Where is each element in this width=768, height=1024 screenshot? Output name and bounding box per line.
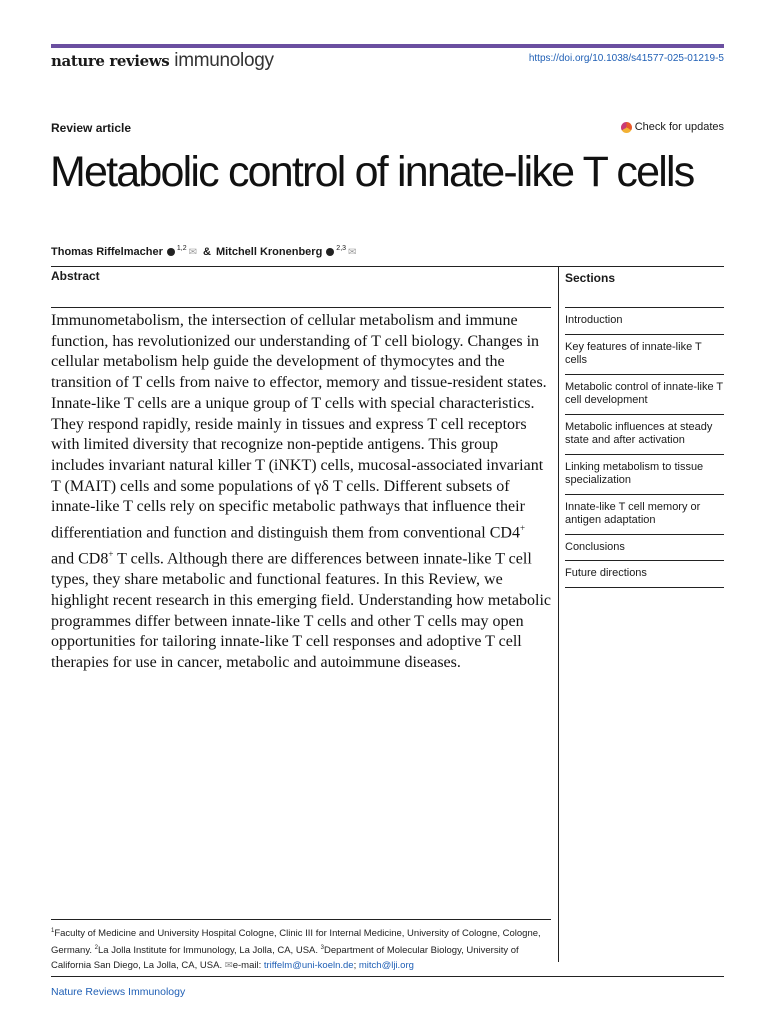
superscript: 3 [320, 945, 324, 952]
section-link[interactable]: Metabolic control of innate-like T cell development [565, 374, 724, 414]
affiliation: La Jolla Institute for Immunology, La Jolla, CA, USA. [98, 945, 319, 957]
abstract-text [51, 311, 551, 674]
sections-heading: Sections [565, 271, 616, 285]
section-link[interactable]: Key features of innate-like T cells [565, 334, 724, 374]
article-title: Metabolic control of innate-like T cells [50, 148, 694, 196]
section-link[interactable]: Conclusions [565, 534, 724, 561]
footer-journal-name[interactable]: Nature Reviews Immunology [51, 986, 186, 998]
affiliations-footnote: $^1$Faculty of Medicine and University Hospital Cologne, Clinic III for Internal Medicine, University of Cologne, Cologne, Germany. $^2$La Jolla Institute for Immunology, La Jolla, CA, USA. $^3$Department of Molecular Biology, University of California San Diego, La Jolla, CA, USA. ✉e-mail: triffelm@uni-koeln.de; mitch@lji.org [51, 928, 541, 972]
column-divider [558, 266, 559, 962]
email-link[interactable]: triffelm@uni-koeln.de [263, 960, 354, 972]
section-link[interactable]: Innate-like T cell memory or antigen adaptation [565, 494, 724, 534]
superscript: + [108, 549, 114, 560]
author-affiliation: 2,3 [336, 244, 347, 252]
section-link[interactable]: Linking metabolism to tissue specialization [565, 454, 724, 494]
mail-icon[interactable]: ✉ [188, 246, 197, 258]
header-rule [51, 44, 724, 48]
check-updates-button[interactable] [621, 121, 724, 133]
orcid-icon[interactable] [326, 248, 334, 256]
superscript: + [519, 523, 526, 534]
section-link[interactable]: Metabolic influences at steady state and after activation [565, 414, 724, 454]
orcid-icon[interactable] [167, 248, 175, 256]
footnote-rule [51, 919, 551, 920]
email-link[interactable]: mitch@lji.org [358, 960, 414, 972]
superscript: 1 [51, 928, 55, 934]
author-connector: & [203, 246, 211, 258]
superscript: 2 [94, 945, 98, 952]
affiliation: Department of Molecular Biology, University of California San Diego, La Jolla, CA, USA. [51, 945, 519, 972]
abstract-heading: Abstract [51, 269, 100, 283]
abstract-text-part: and CD8 [51, 550, 109, 568]
abstract-rule [51, 307, 551, 308]
author-list [51, 246, 360, 258]
abstract-text-part: Immunometabolism, the intersection of cellular metabolism and immune function, has revolutionized our understanding of T cell biology. Changes in cellular metabolism help guide the development of thymocytes and the transition of T cells from naive to effector, memory and tissue-resident states. Innate-like T cells are a unique group of T cells with special characteristics. They respond rapidly, reside mainly in tissues and express T cell receptors with limited diversity that recognize non-peptide antigens. This group includes invariant natural killer T (iNKT) cells, mucosal-associated invariant T (MAIT) cells and some populations of γδ T cells. Different subsets of innate-like T cells rely on specific metabolic pathways that influence their differentiation and function and distinguish them from conventional CD4 [51, 312, 547, 542]
authors-rule [51, 266, 724, 267]
section-link[interactable]: Future directions [565, 560, 724, 588]
sections-nav [565, 307, 724, 588]
footer-rule [51, 976, 724, 977]
author-affiliation: 1,2 [176, 244, 187, 252]
brand-bold: nature reviews [51, 52, 170, 70]
doi-link[interactable]: https://doi.org/10.1038/s41577-025-01219-5 [528, 53, 724, 64]
section-link[interactable]: Introduction [565, 307, 724, 334]
journal-logo[interactable] [51, 50, 274, 72]
mail-icon: ✉ [224, 960, 233, 972]
mail-icon[interactable]: ✉ [348, 246, 357, 258]
email-label: e-mail: [232, 960, 262, 972]
brand-regular: immunology [174, 50, 274, 71]
check-updates-label: Check for updates [634, 121, 724, 133]
affiliation: Faculty of Medicine and University Hospital Cologne, Clinic III for Internal Medicine, University of Cologne, Cologne, Germany. [51, 928, 541, 957]
author-name[interactable]: Thomas Riffelmacher [51, 246, 163, 258]
abstract-text-part: T cells. Although there are differences between innate-like T cell types, they share metabolic and functional features. In this Review, we highlight recent research in this emerging field. Understanding how metabolic programmes differ between innate-like T cells and other T cells may open opportunities for tailoring innate-like T cell responses and adoptive T cell therapies for use in cancer, metabolic and autoimmune diseases. [51, 550, 552, 671]
author-name[interactable]: Mitchell Kronenberg [215, 246, 323, 258]
article-type: Review article [51, 121, 132, 135]
crossmark-icon [621, 122, 632, 133]
